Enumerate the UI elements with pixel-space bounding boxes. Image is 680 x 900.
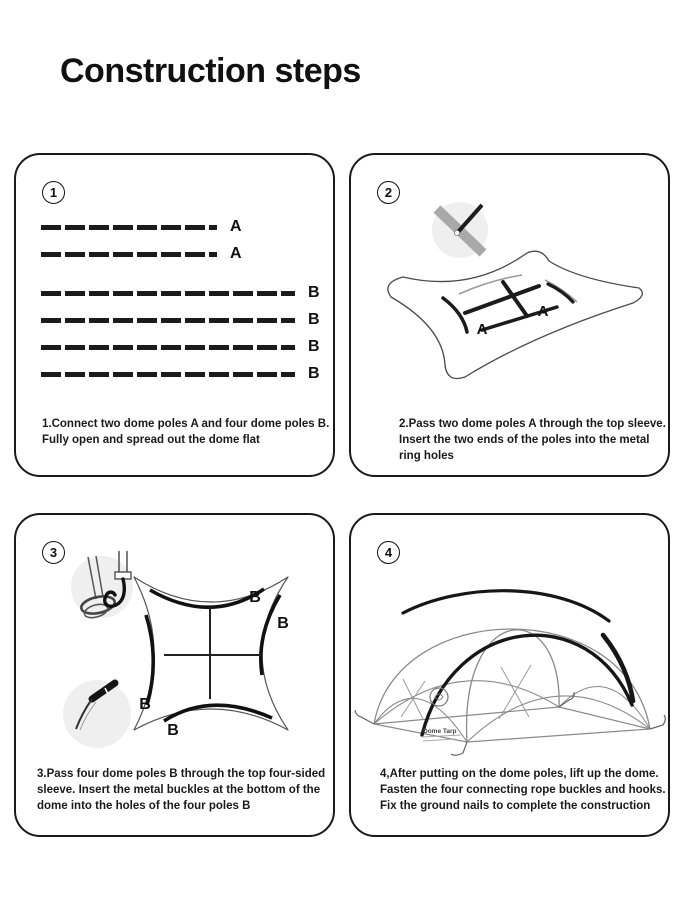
step-panel-1 (14, 153, 335, 477)
pole-label-b: B (139, 696, 151, 713)
pole-label-b: B (167, 722, 179, 739)
pole-a-row (41, 219, 242, 235)
caption-line: sleeve. Insert the metal buckles at the bottom of the (37, 783, 321, 796)
pole-a-bar (41, 225, 217, 230)
step-4-caption (380, 767, 666, 815)
assembled-dome-tarp-diagram (351, 539, 672, 765)
step-panel-4 (349, 513, 670, 837)
pole-tip-detail-icon (63, 680, 131, 748)
pole-b-row (41, 285, 320, 301)
ground-stakes (355, 692, 665, 755)
step-3-caption (37, 767, 325, 815)
pole-b-row (41, 366, 320, 382)
step-2-caption (399, 417, 666, 465)
ground-outline (374, 707, 650, 742)
pole-label-b: B (277, 615, 289, 632)
step-3-number-badge: 3 (42, 541, 65, 564)
pole-label: B (308, 365, 320, 382)
wall-opening-arch (559, 687, 650, 729)
caption-line: Fully open and spread out the dome flat (42, 433, 260, 446)
caption-line: Insert the two ends of the poles into the metal (399, 433, 650, 446)
pole-a-row (41, 246, 242, 262)
pole-label-a: A (537, 303, 549, 320)
hook-ring-detail-icon (71, 551, 133, 620)
pole-b-bar (41, 291, 295, 296)
pole-b-row (41, 339, 320, 355)
pole-label: B (308, 284, 320, 301)
caption-line: 2.Pass two dome poles A through the top sleeve. (399, 418, 666, 430)
pole-b-bar (41, 372, 295, 377)
pole-label: B (308, 338, 320, 355)
pole-label-a: A (476, 321, 488, 338)
step-2-number-badge: 2 (377, 181, 400, 204)
top-ridge-pole (403, 591, 609, 621)
pole-b-bar (41, 318, 295, 323)
pole-label: B (308, 311, 320, 328)
pole-b-row (41, 312, 320, 328)
page-title: Construction steps (60, 52, 361, 90)
caption-line: dome into the holes of the four poles B (37, 799, 251, 812)
pole-b-bar (41, 345, 295, 350)
pole-label: A (230, 218, 242, 235)
caption-line: 3.Pass four dome poles B through the top four-sided (37, 768, 326, 780)
step-4-number-badge: 4 (377, 541, 400, 564)
pole-label: A (230, 245, 242, 262)
front-arc-pole (422, 635, 632, 735)
step-1-caption (42, 417, 329, 449)
pole-connector-detail-icon (432, 202, 488, 258)
fabric-outline (388, 251, 643, 378)
pole-label-b: B (249, 589, 261, 606)
step-panel-2 (349, 153, 670, 477)
step-1-number-badge: 1 (42, 181, 65, 204)
step-panel-3 (14, 513, 335, 837)
pole-a-bar (41, 252, 217, 257)
caption-line: ring holes (399, 449, 454, 462)
caption-line: Fix the ground nails to complete the construction (380, 799, 651, 812)
caption-line: 1.Connect two dome poles A and four dome poles B. (42, 418, 330, 430)
tent-brand-label: Dome Tarp (423, 728, 457, 735)
caption-line: 4,After putting on the dome poles, lift up the dome. (380, 768, 659, 780)
tent-label-line (423, 739, 455, 741)
caption-line: Fasten the four connecting rope buckles and hooks. (380, 783, 666, 796)
